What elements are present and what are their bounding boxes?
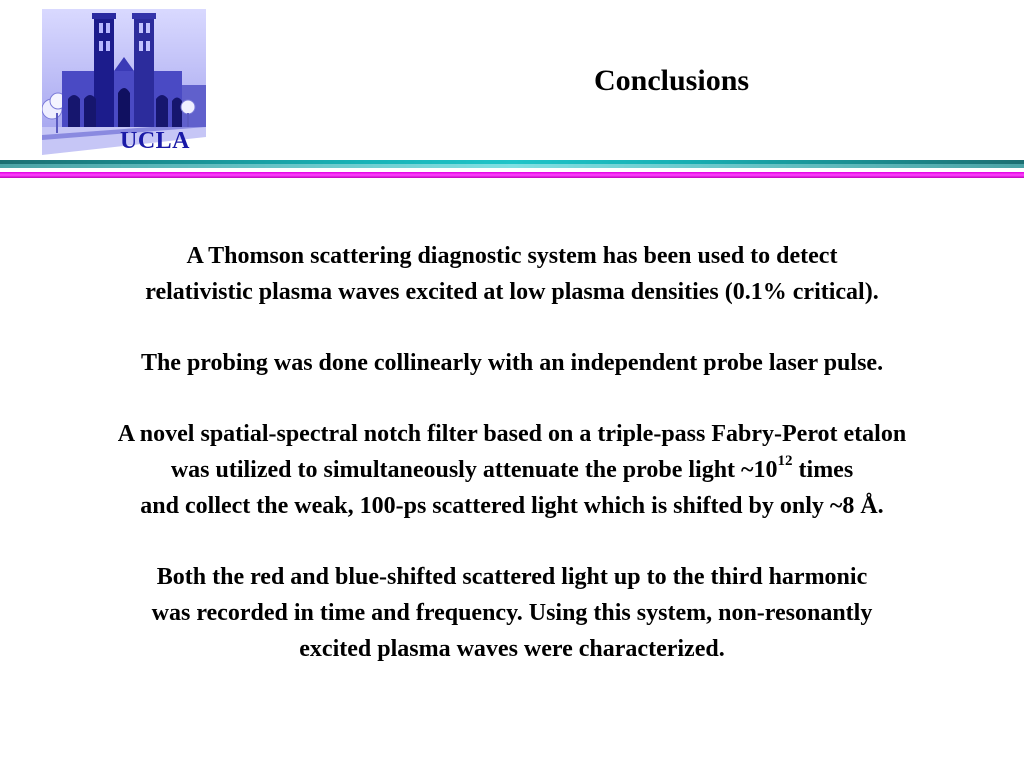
conclusions-body [20, 238, 1004, 702]
logo-text: UCLA [120, 128, 191, 154]
text-line: A novel spatial-spectral notch filter based on a triple-pass Fabry-Perot etalon [117, 421, 907, 447]
paragraph-probing [20, 345, 1004, 381]
text-line: A Thomson scattering diagnostic system has been used to detect [186, 243, 838, 269]
exponent: 12 [777, 453, 793, 469]
text-line: was recorded in time and frequency. Using this system, non-resonantly [151, 600, 873, 626]
text-line: relativistic plasma waves excited at low plasma densities (0.1% critical). [145, 279, 879, 305]
text-line: excited plasma waves were characterized. [299, 636, 725, 662]
text-line [20, 452, 1004, 488]
header-rule-teal-light [0, 164, 1024, 168]
paragraph-harmonics [20, 559, 1004, 667]
text-fragment: was utilized to simultaneously attenuate the probe light ~10 [170, 457, 778, 483]
paragraph-notch-filter [20, 416, 1004, 524]
text-line: Both the red and blue-shifted scattered light up to the third harmonic [156, 564, 868, 590]
text-line: The probing was done collinearly with an independent probe laser pulse. [140, 350, 884, 376]
header-rule-magenta [0, 172, 1024, 178]
text-fragment: times [792, 457, 854, 483]
text-line: and collect the weak, 100-ps scattered light which is shifted by only ~8 Å. [140, 493, 884, 519]
page-title: Conclusions [594, 64, 750, 97]
paragraph-thomson-system [20, 238, 1004, 310]
